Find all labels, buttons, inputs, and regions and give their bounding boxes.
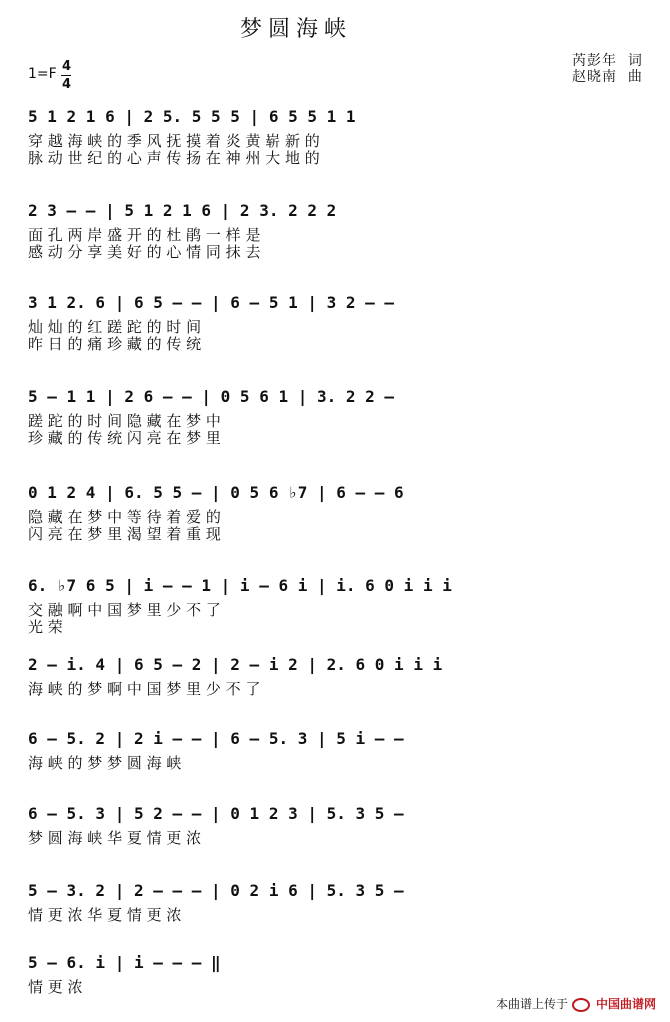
music-system-2 (0, 200, 670, 270)
lyrics-verse-2: 闪 亮 在 梦 里 渴 望 着 重 现 (28, 525, 221, 543)
upload-footer (488, 981, 656, 1012)
notation-line: 5 – 6. i | i – – – ‖ (28, 953, 221, 972)
music-system-10 (0, 880, 670, 950)
music-system-5 (0, 482, 670, 552)
notation-line: 5 1 2 1 6 | 2 5. 5 5 5 | 6 5 5 1 1 (28, 107, 356, 126)
key-signature: 1=F (28, 66, 57, 82)
time-signature-line (61, 75, 71, 76)
lyrics-verse-2: 感 动 分 享 美 好 的 心 情 同 抹 去 (28, 243, 261, 261)
notation-line: 6 – 5. 2 | 2 i – – | 6 – 5. 3 | 5 i – – (28, 729, 404, 748)
lyrics-verse-1: 穿 越 海 峡 的 季 风 抚 摸 着 炎 黄 崭 新 的 (28, 132, 320, 150)
lyrics-verse-2: 光 荣 (28, 618, 63, 636)
music-system-1 (0, 106, 670, 176)
lyrics-verse-1: 面 孔 两 岸 盛 开 的 杜 鹃 一 样 是 (28, 226, 261, 244)
lyrics-verse-1: 海 峡 的 梦 梦 圆 海 峡 (28, 754, 182, 772)
music-system-8 (0, 728, 670, 798)
upload-text: 本曲谱上传于 (495, 997, 568, 1011)
lyricist-credit: 芮彭年 词 (572, 53, 643, 69)
song-title: 梦圆海峡 (240, 17, 353, 42)
time-signature-bottom: 4 (62, 77, 72, 92)
lyrics-verse-1: 隐 藏 在 梦 中 等 待 着 爱 的 (28, 508, 221, 526)
time-signature-top: 4 (62, 59, 72, 74)
lyrics-verse-2: 脉 动 世 纪 的 心 声 传 扬 在 神 州 大 地 的 (28, 149, 320, 167)
lyrics-verse-1: 情 更 浓 (28, 978, 83, 996)
notation-line: 6 – 5. 3 | 5 2 – – | 0 1 2 3 | 5. 3 5 – (28, 804, 404, 823)
lyrics-verse-2: 昨 日 的 痛 珍 藏 的 传 统 (28, 335, 202, 353)
composer-credit: 赵晓南 曲 (572, 69, 643, 85)
lyrics-verse-1: 交 融 啊 中 国 梦 里 少 不 了 (28, 601, 221, 619)
notation-line: 2 3 – – | 5 1 2 1 6 | 2 3. 2 2 2 (28, 201, 337, 220)
notation-line: 2 – i. 4 | 6 5 – 2 | 2 – i 2 | 2. 6 0 i i i (28, 655, 443, 674)
music-system-4 (0, 386, 670, 456)
notation-line: 5 – 3. 2 | 2 – – – | 0 2 i 6 | 5. 3 5 – (28, 881, 404, 900)
music-system-9 (0, 803, 670, 873)
notation-line: 6. ♭7 6 5 | i – – 1 | i – 6 i | i. 6 0 i i i (28, 576, 452, 595)
site-name-link[interactable]: 中国曲谱网 (595, 997, 656, 1011)
lyrics-verse-1: 梦 圆 海 峡 华 夏 情 更 浓 (28, 829, 202, 847)
notation-line: 0 1 2 4 | 6. 5 5 – | 0 5 6 ♭7 | 6 – – 6 (28, 483, 404, 502)
music-system-7 (0, 654, 670, 724)
lyrics-verse-1: 海 峡 的 梦 啊 中 国 梦 里 少 不 了 (28, 680, 261, 698)
lyrics-verse-2: 珍 藏 的 传 统 闪 亮 在 梦 里 (28, 429, 221, 447)
lyrics-verse-1: 灿 灿 的 红 蹉 跎 的 时 间 (28, 318, 202, 336)
lyrics-verse-1: 蹉 跎 的 时 间 隐 藏 在 梦 中 (28, 412, 221, 430)
notation-line: 3 1 2. 6 | 6 5 – – | 6 – 5 1 | 3 2 – – (28, 293, 395, 312)
lyrics-verse-1: 情 更 浓 华 夏 情 更 浓 (28, 906, 182, 924)
music-system-3 (0, 292, 670, 362)
music-system-6 (0, 575, 670, 645)
site-logo-icon (572, 998, 590, 1012)
notation-line: 5 – 1 1 | 2 6 – – | 0 5 6 1 | 3. 2 2 – (28, 387, 395, 406)
